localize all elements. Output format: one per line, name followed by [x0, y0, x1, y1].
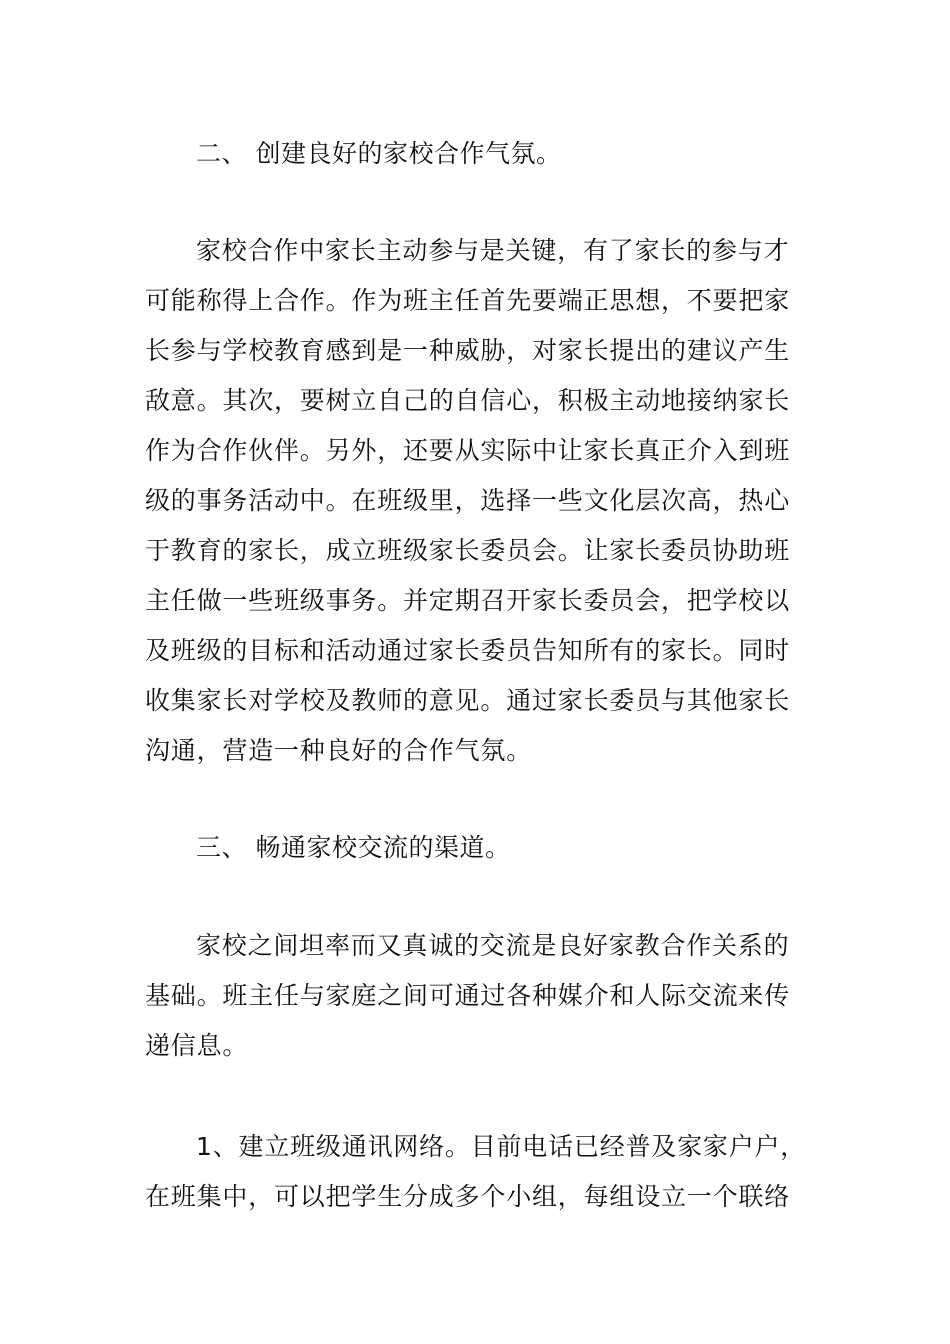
- paragraph-line: 敌意。其次，要树立自己的自信心，积极主动地接纳家长: [145, 386, 791, 415]
- paragraph-line: 家校之间坦率而又真诚的交流是良好家教合作关系的: [196, 931, 790, 960]
- paragraph-line: 作为合作伙伴。另外，还要从实际中让家长真正介入到班: [145, 436, 791, 465]
- paragraph-line: 沟通，营造一种良好的合作气氛。: [145, 736, 533, 765]
- section-heading-2: 二、 创建良好的家校合作气氛。: [196, 139, 562, 168]
- paragraph-line: 基础。班主任与家庭之间可通过各种媒介和人际交流来传: [145, 981, 791, 1010]
- paragraph-line: 长参与学校教育感到是一种威胁，对家长提出的建议产生: [145, 336, 791, 365]
- paragraph-line: 可能称得上合作。作为班主任首先要端正思想，不要把家: [145, 286, 791, 315]
- paragraph-line: 收集家长对学校及教师的意见。通过家长委员与其他家长: [145, 686, 791, 715]
- paragraph-1: [145, 226, 810, 776]
- paragraph-line: 及班级的目标和活动通过家长委员告知所有的家长。同时: [145, 636, 791, 665]
- paragraph-line: 级的事务活动中。在班级里，选择一些文化层次高，热心: [145, 486, 791, 515]
- paragraph-2: [145, 921, 810, 1071]
- paragraph-line: 1、建立班级通讯网络。目前电话已经普及家家户户，: [196, 1132, 807, 1161]
- paragraph-3: [145, 1122, 810, 1222]
- paragraph-line: 主任做一些班级事务。并定期召开家长委员会，把学校以: [145, 586, 791, 615]
- paragraph-line: 在班集中，可以把学生分成多个小组，每组设立一个联络: [145, 1182, 791, 1211]
- paragraph-line: 于教育的家长，成立班级家长委员会。让家长委员协助班: [145, 536, 791, 565]
- section-heading-3: 三、 畅通家校交流的渠道。: [196, 833, 511, 862]
- paragraph-line: 家校合作中家长主动参与是关键，有了家长的参与才: [196, 236, 790, 265]
- paragraph-line: 递信息。: [145, 1031, 249, 1060]
